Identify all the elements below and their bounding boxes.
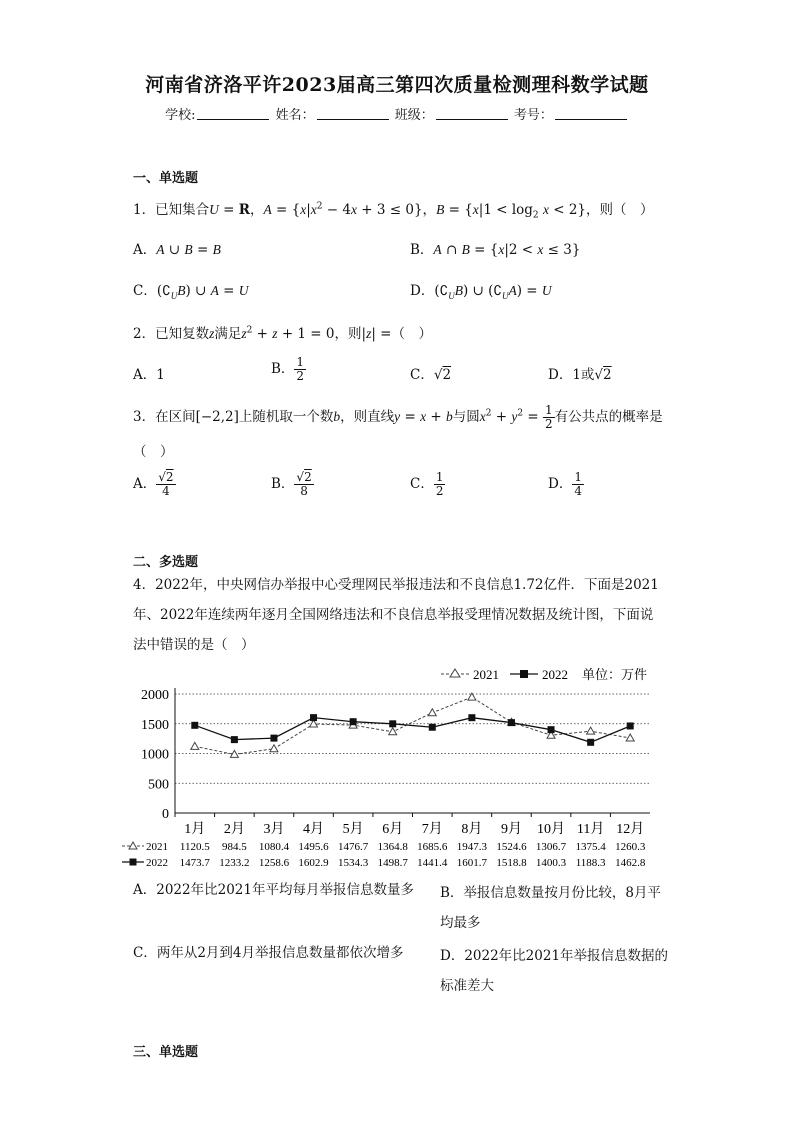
point-2022-6	[389, 720, 396, 727]
legend	[441, 667, 647, 682]
school-label: 学校:	[165, 108, 196, 123]
x-tick-label: 12月	[616, 822, 645, 837]
question-1-stem: 1．已知集合U = R，$A = \{x|x^2 - 4x + 3 \le 0\}$，$B = \{x|1 < \log_2 x < 2\}$，则（ ）	[133, 201, 654, 221]
data-label-2022-1: 1473.7	[179, 857, 210, 869]
data-label-2022-8: 1601.7	[456, 857, 487, 869]
x-tick-label: 9月	[500, 822, 522, 837]
x-tick-label: 4月	[303, 822, 325, 837]
class-label: 班级：	[394, 108, 434, 123]
q4-option-c[interactable]: C．两年从2月到4月举报信息数量都依次增多	[133, 945, 404, 961]
table-row-name: 2021	[146, 841, 168, 853]
legend-marker-2022	[520, 670, 528, 678]
name-blank[interactable]	[317, 107, 389, 120]
y-tick-label: 0	[162, 807, 169, 822]
q3-option-a[interactable]: A． $\frac{√2}{4}$	[133, 470, 174, 498]
x-tick-label: 5月	[342, 822, 364, 837]
id-blank[interactable]	[555, 107, 627, 120]
data-label-2021-3: 1080.4	[258, 841, 290, 853]
question-4-stem: 4．2022年，中央网信办举报中心受理网民举报违法和不良信息1.72亿件．下面是2021年、2022年连续两年逐月全国网络违法和不良信息举报受理情况数据及统计图，下面说法中错误的是（ ）	[133, 577, 659, 653]
data-label-2022-10: 1400.3	[535, 857, 567, 869]
q2-option-c[interactable]: C．√2	[410, 367, 452, 383]
id-label: 考号：	[513, 108, 553, 123]
q4-option-a[interactable]: A．2022年比2021年平均每月举报信息数量多	[133, 882, 414, 898]
data-label-2021-9: 1524.6	[496, 841, 527, 853]
data-label-2021-4: 1495.6	[298, 841, 329, 853]
legend-marker-2021	[450, 669, 460, 677]
legend-2022-label: 2022	[542, 667, 568, 682]
x-tick-label: 3月	[263, 822, 285, 837]
student-info-line	[0, 104, 794, 123]
section-heading-2: 二、多选题	[133, 555, 199, 570]
q3-answer-paren: （ ）	[133, 444, 174, 460]
q1-option-b[interactable]: B．A ∩ B = {x|2 < x ≤ 3}	[410, 242, 581, 258]
data-label-2022-9: 1518.8	[496, 857, 527, 869]
section-heading-1: 一、单选题	[133, 171, 199, 186]
legend-unit-label: 单位：万件	[582, 667, 648, 682]
point-2022-4	[310, 714, 317, 721]
data-label-2021-12: 1260.3	[615, 841, 646, 853]
data-label-2022-4: 1602.9	[298, 857, 329, 869]
page-title: 河南省济洛平许2023届高三第四次质量检测理科数学试题	[145, 74, 649, 96]
q2-option-a[interactable]: A．1	[133, 367, 165, 383]
data-label-2022-11: 1188.3	[575, 857, 606, 869]
x-tick-label: 8月	[461, 822, 483, 837]
data-label-2021-10: 1306.7	[535, 841, 567, 853]
table-row-marker	[129, 842, 137, 849]
x-tick-label: 1月	[184, 822, 206, 837]
data-label-2022-12: 1462.8	[615, 857, 646, 869]
data-label-2022-5: 1534.3	[338, 857, 369, 869]
q1-stem-end: ，则（ ）	[586, 202, 654, 218]
q3-option-b[interactable]: B． $\frac{√2}{8}$	[271, 470, 312, 498]
data-label-2021-7: 1685.6	[417, 841, 448, 853]
data-label-2021-8: 1947.3	[456, 841, 487, 853]
data-label-2022-3: 1258.6	[258, 857, 290, 869]
point-2022-1	[191, 722, 198, 729]
name-label: 姓名：	[275, 108, 315, 123]
q1-option-d[interactable]: D．$(∁_UB)$ ∪ $(∁_UA) = U$	[410, 283, 552, 301]
x-tick-label: 11月	[576, 822, 605, 837]
q4-option-d[interactable]: D．2022年比2021年举报信息数据的标准差大	[440, 948, 669, 994]
table-row-name: 2022	[146, 857, 168, 869]
y-tick-label: 1000	[141, 747, 169, 763]
question-2-stem: 2．已知复数z满足$z^2 + z + 1 = 0$，则|z| =（ ）	[133, 325, 432, 342]
class-blank[interactable]	[436, 107, 508, 120]
data-label-2021-1: 1120.5	[179, 841, 210, 853]
q1-option-c[interactable]: C．$(∁_UB)$ ∪ A = U	[133, 283, 249, 301]
q3-option-d[interactable]: D． $\frac{1}{4}$	[548, 470, 582, 498]
y-tick-label: 500	[148, 777, 169, 793]
data-label-2021-2: 984.5	[222, 841, 247, 853]
q1-option-a[interactable]: A．A ∪ B = B	[133, 242, 221, 258]
q3-option-c[interactable]: C． $\frac{1}{2}$	[410, 470, 444, 498]
q1-stem-start: 1．已知集合	[133, 202, 210, 218]
data-label-2021-11: 1375.4	[575, 841, 606, 853]
table-row-marker	[130, 859, 137, 866]
point-2021-12	[626, 734, 634, 741]
point-2022-7	[429, 724, 436, 731]
q4-option-b[interactable]: B．举报信息数量按月份比较，8月平均最多	[440, 885, 662, 931]
point-2021-7	[428, 709, 436, 716]
data-label-2021-6: 1364.8	[377, 841, 408, 853]
q2-option-b[interactable]: B． $\frac{1}{2}$	[271, 355, 305, 383]
point-2021-1	[191, 742, 199, 749]
point-2022-5	[350, 718, 357, 725]
x-tick-label: 2月	[223, 822, 245, 837]
point-2022-3	[270, 735, 277, 742]
question-3-stem: 3．在区间[−2,2]上随机取一个数b，则直线y = x + b与圆$x^2 + y^2$ = $\frac{1}{2}$ 有公共点的概率是	[133, 403, 663, 431]
series-line-2022	[195, 718, 630, 743]
monthly-report-chart	[120, 660, 680, 870]
point-2022-11	[587, 739, 594, 746]
point-2022-2	[231, 736, 238, 743]
school-blank[interactable]	[197, 107, 269, 120]
point-2021-6	[389, 728, 397, 735]
point-2022-12	[627, 722, 634, 729]
legend-2021-label: 2021	[473, 667, 499, 682]
data-label-2022-2: 1233.2	[219, 857, 250, 869]
section-heading-3: 三、单选题	[133, 1045, 199, 1060]
x-tick-label: 7月	[421, 822, 443, 837]
data-label-2022-7: 1441.4	[417, 857, 448, 869]
y-tick-label: 2000	[141, 688, 169, 703]
point-2021-3	[270, 745, 278, 752]
x-tick-label: 6月	[382, 822, 404, 837]
point-2022-8	[468, 714, 475, 721]
data-label-2022-6: 1498.7	[377, 857, 408, 869]
q2-option-d[interactable]: D．1或√2	[548, 367, 612, 383]
data-label-2021-5: 1476.7	[338, 841, 369, 853]
x-tick-label: 10月	[537, 822, 566, 837]
point-2021-11	[587, 727, 595, 734]
y-tick-label: 1500	[141, 717, 169, 733]
point-2022-9	[508, 719, 515, 726]
point-2022-10	[548, 726, 555, 733]
